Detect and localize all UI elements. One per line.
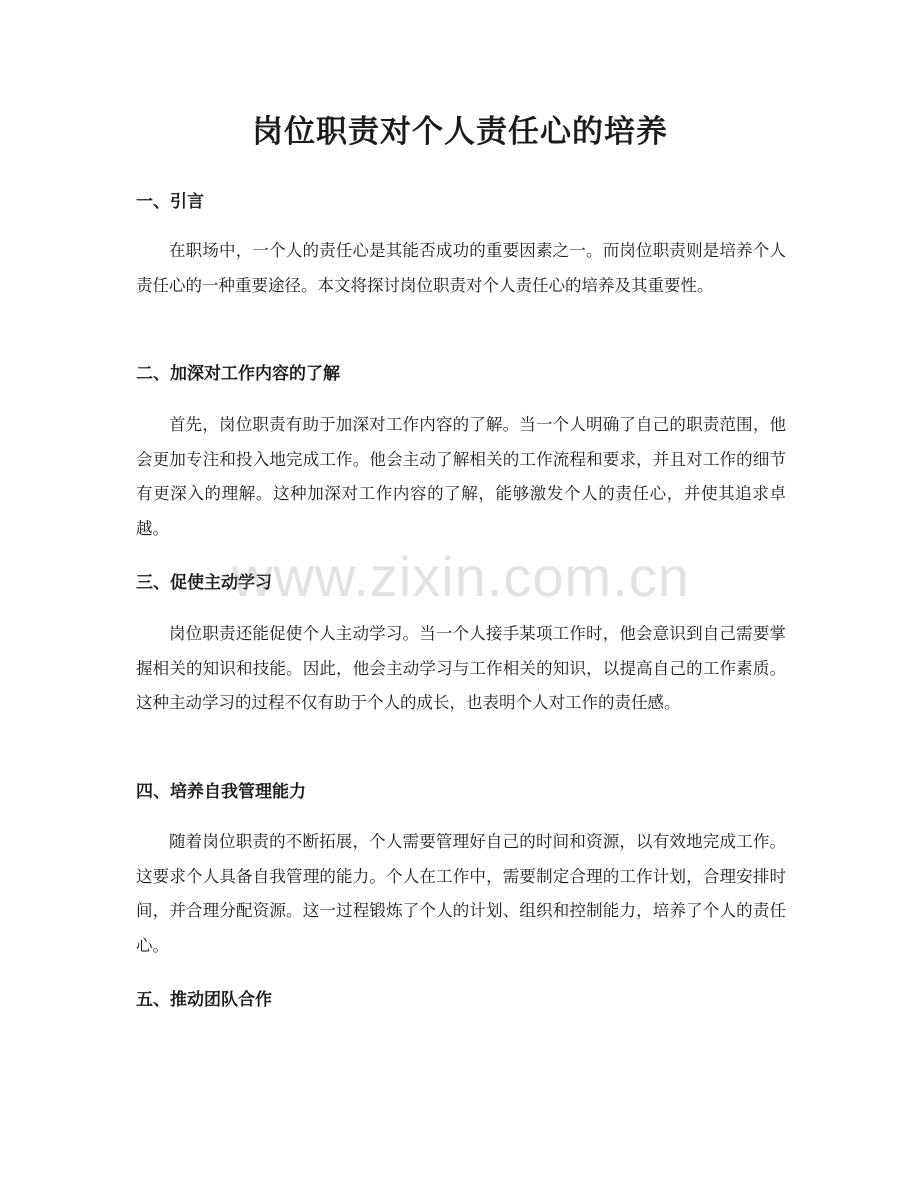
section-heading-introduction: 一、引言 xyxy=(136,192,204,212)
section-paragraph-introduction: 在职场中，一个人的责任心是其能否成功的重要因素之一。而岗位职责则是培养个人责任心的一种重要途径。本文将探讨岗位职责对个人责任心的培养及其重要性。 xyxy=(136,241,786,295)
watermark: www.zixin.com.cn xyxy=(232,545,690,608)
section-paragraph-understanding: 首先，岗位职责有助于加深对工作内容的了解。当一个人明确了自己的职责范围，他会更加专注和投入地完成工作。他会主动了解相关的工作流程和要求，并且对工作的细节有更深入的理解。这种加深对工作内容的了解，能够激发个人的责任心，并使其追求卓越。 xyxy=(136,415,786,538)
section-paragraph-learning: 岗位职责还能促使个人主动学习。当一个人接手某项工作时，他会意识到自己需要掌握相关的知识和技能。因此，他会主动学习与工作相关的知识，以提高自己的工作素质。这种主动学习的过程不仅有助于个人的成长，也表明个人对工作的责任感。 xyxy=(136,624,786,712)
section-paragraph-self-management: 随着岗位职责的不断拓展，个人需要管理好自己的时间和资源，以有效地完成工作。这要求个人具备自我管理的能力。个人在工作中，需要制定合理的工作计划，合理安排时间，并合理分配资源。这一过程锻炼了个人的计划、组织和控制能力，培养了个人的责任心。 xyxy=(136,832,786,955)
document-title: 岗位职责对个人责任心的培养 xyxy=(252,114,668,150)
section-heading-learning: 三、促使主动学习 xyxy=(136,573,272,593)
section-heading-teamwork: 五、推动团队合作 xyxy=(136,990,272,1010)
section-heading-understanding: 二、加深对工作内容的了解 xyxy=(136,364,340,384)
section-heading-self-management: 四、培养自我管理能力 xyxy=(136,782,306,802)
